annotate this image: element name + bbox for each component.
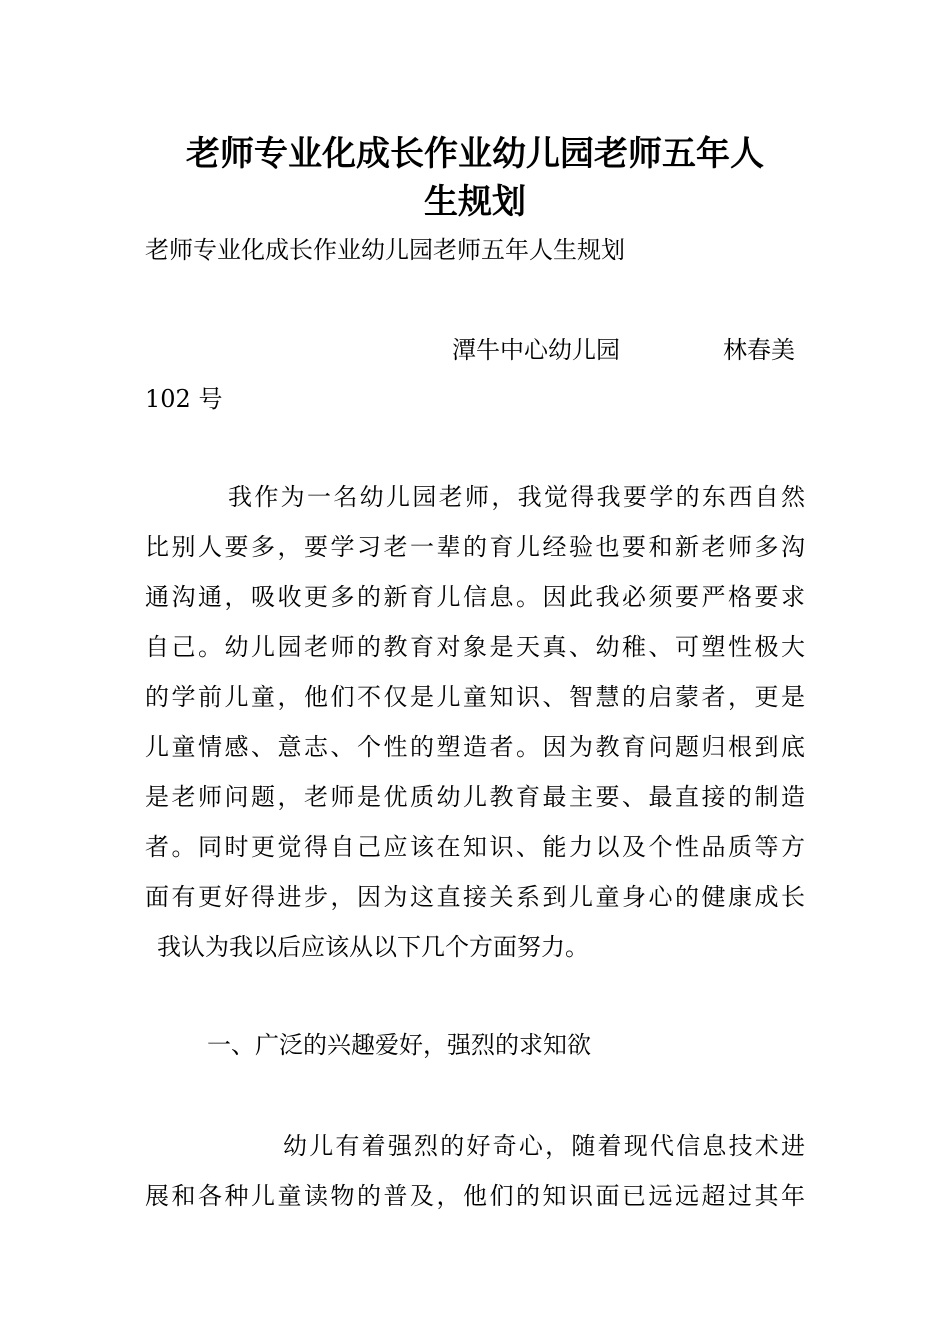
document-subtitle: 老师专业化成长作业幼儿园老师五年人生规划 xyxy=(145,236,625,264)
paragraph-2-line: 幼儿有着强烈的好奇心，随着现代信息技术进 xyxy=(283,1132,805,1160)
author-name: 林春美 xyxy=(723,336,795,364)
paragraph-1-line: 者。同时更觉得自己应该在知识、能力以及个性品质等方 xyxy=(145,833,805,861)
paragraph-1-line: 比别人要多，要学习老一辈的育儿经验也要和新老师多沟 xyxy=(145,533,805,561)
document-title-line-2: 生规划 xyxy=(424,182,526,222)
paragraph-1-line: 我认为我以后应该从以下几个方面努力。 xyxy=(157,933,589,961)
section-heading: 一、广泛的兴趣爱好，强烈的求知欲 xyxy=(207,1031,591,1059)
paragraph-1-line: 自己。幼儿园老师的教育对象是天真、幼稚、可塑性极大 xyxy=(145,633,805,661)
paragraph-1-line: 通沟通，吸收更多的新育儿信息。因此我必须要严格要求 xyxy=(145,583,805,611)
paragraph-1-line: 面有更好得进步，因为这直接关系到儿童身心的健康成长 xyxy=(145,883,805,911)
paragraph-2-line: 展和各种儿童读物的普及，他们的知识面已远远超过其年 xyxy=(145,1182,805,1210)
paragraph-1-line: 我作为一名幼儿园老师，我觉得我要学的东西自然 xyxy=(228,483,805,511)
paragraph-1-line: 的学前儿童，他们不仅是儿童知识、智慧的启蒙者，更是 xyxy=(145,683,805,711)
paragraph-1-line: 儿童情感、意志、个性的塑造者。因为教育问题归根到底 xyxy=(145,733,805,761)
document-title-line-1: 老师专业化成长作业幼儿园老师五年人 xyxy=(186,134,764,174)
school-name: 潭牛中心幼儿园 xyxy=(452,336,620,364)
student-number: 102 号 xyxy=(145,385,223,413)
paragraph-1-line: 是老师问题，老师是优质幼儿教育最主要、最直接的制造 xyxy=(145,783,805,811)
